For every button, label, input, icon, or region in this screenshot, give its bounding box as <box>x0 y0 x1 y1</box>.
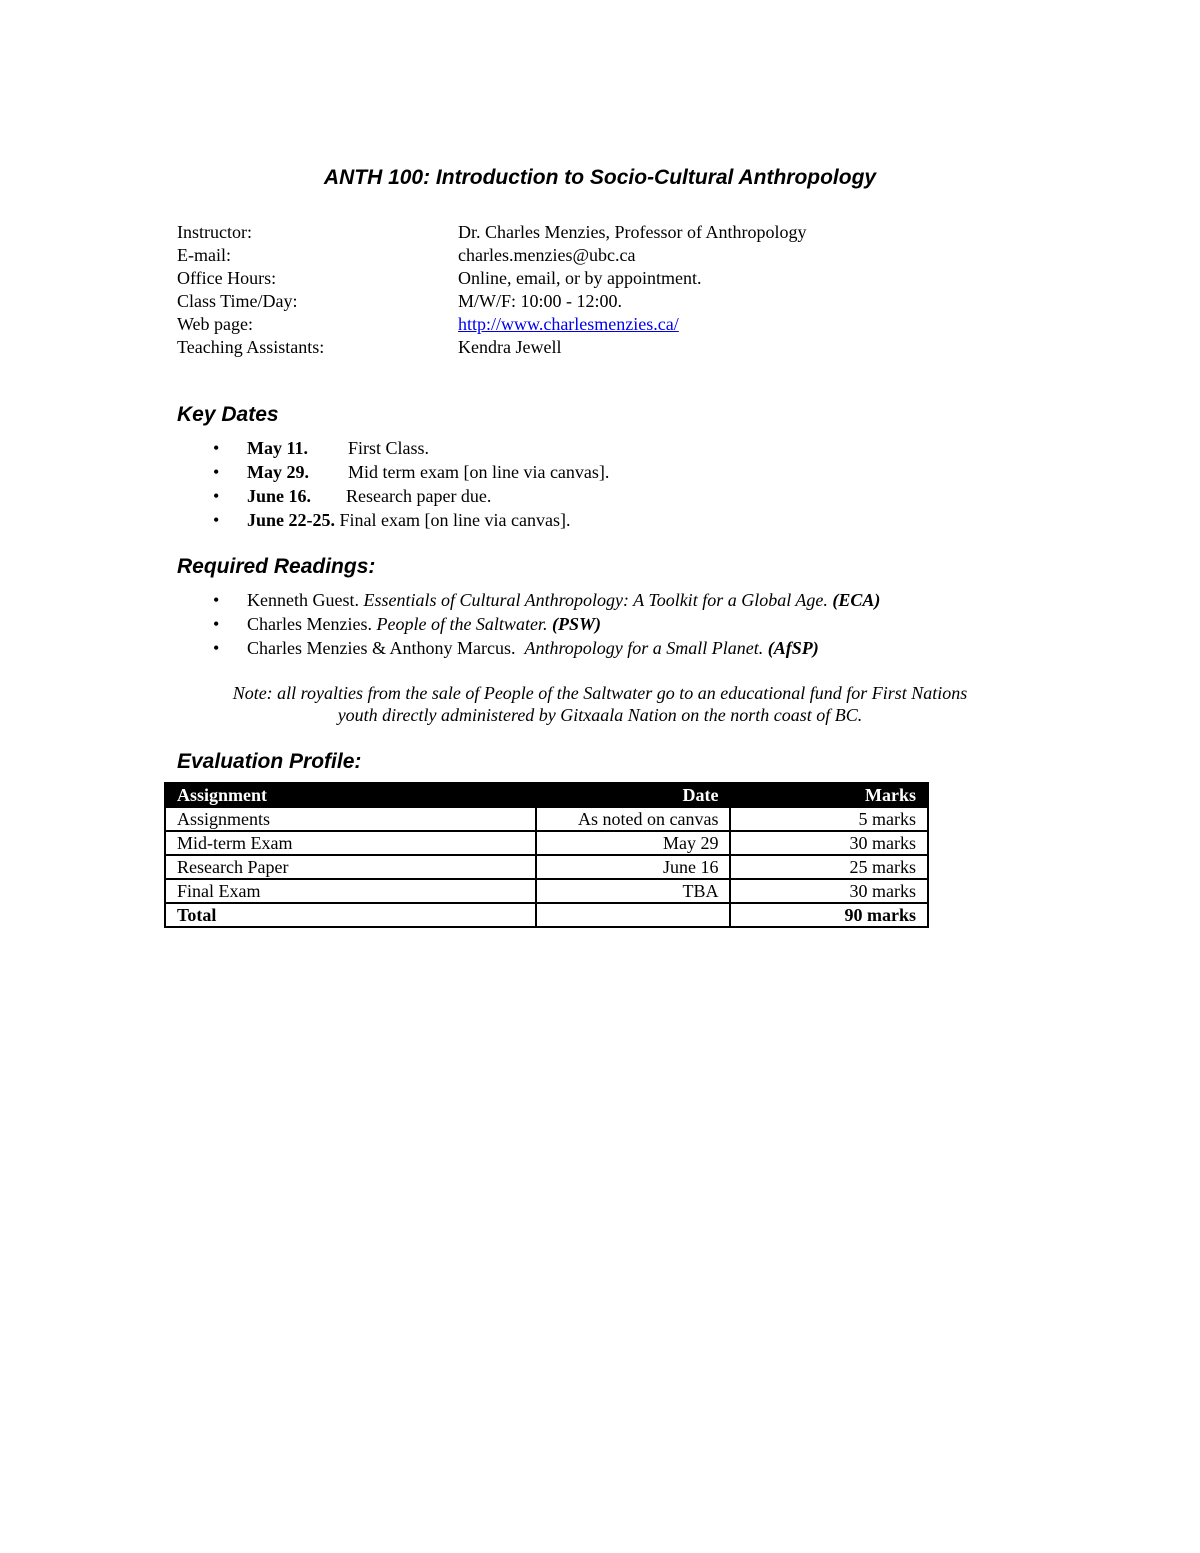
key-date-text: Mid term exam [on line via canvas]. <box>348 462 610 482</box>
list-item <box>213 460 609 484</box>
key-date: June 22-25. <box>247 510 336 530</box>
info-value: Kendra Jewell <box>458 337 562 357</box>
info-label: Instructor: <box>177 222 252 242</box>
reading-abbr: (PSW) <box>551 614 601 634</box>
total-row <box>165 903 928 927</box>
list-item <box>213 436 609 460</box>
info-value: Dr. Charles Menzies, Professor of Anthropology <box>458 222 807 242</box>
list-item <box>213 508 609 532</box>
course-info <box>177 221 806 359</box>
info-row-email <box>177 244 806 267</box>
info-label: Teaching Assistants: <box>177 337 325 357</box>
table-cell: May 29 <box>536 831 731 855</box>
key-dates-heading: Key Dates <box>177 403 279 426</box>
email-value: charles.menzies@ubc.ca <box>458 245 636 265</box>
key-date: May 29. <box>247 462 309 482</box>
info-label: Class Time/Day: <box>177 291 298 311</box>
table-cell: 5 marks <box>730 807 928 831</box>
bullet-icon: • <box>213 462 220 482</box>
key-date-text: Final exam [on line via canvas]. <box>339 510 571 530</box>
bullet-icon: • <box>213 590 220 610</box>
table-cell: 30 marks <box>730 831 928 855</box>
page-title: ANTH 100: Introduction to Socio-Cultural Anthropology <box>323 166 877 189</box>
info-row-web-page <box>177 313 806 336</box>
table-header-row <box>165 783 928 807</box>
info-row-office-hours <box>177 267 806 290</box>
reading-author: Charles Menzies & Anthony Marcus. <box>247 638 525 658</box>
table-cell: As noted on canvas <box>536 807 731 831</box>
table-cell: 25 marks <box>730 855 928 879</box>
table-cell <box>536 903 731 927</box>
key-date-text: Research paper due. <box>346 486 492 506</box>
bullet-icon: • <box>213 486 220 506</box>
required-readings-heading: Required Readings: <box>177 555 376 578</box>
info-row-class-time <box>177 290 806 313</box>
info-row-teaching-assistants <box>177 336 806 359</box>
reading-author: Charles Menzies. <box>247 614 377 634</box>
table-cell: Research Paper <box>165 855 536 879</box>
info-row-instructor <box>177 221 806 244</box>
evaluation-heading: Evaluation Profile: <box>177 750 362 773</box>
list-item <box>213 588 880 612</box>
table-cell: Mid-term Exam <box>165 831 536 855</box>
table-cell: Assignments <box>165 807 536 831</box>
note-line: Note: all royalties from the sale of People of the Saltwater go to an educational fund for First Nations <box>232 683 968 703</box>
royalties-note <box>0 682 1200 726</box>
key-date: June 16. <box>247 486 312 506</box>
key-date: May 11. <box>247 438 308 458</box>
bullet-icon: • <box>213 438 220 458</box>
reading-title: Essentials of Cultural Anthropology: A Toolkit for a Global Age. <box>363 590 828 610</box>
key-dates-list <box>213 436 609 532</box>
reading-title: Anthropology for a Small Planet. <box>524 638 764 658</box>
bullet-icon: • <box>213 614 220 634</box>
bullet-icon: • <box>213 510 220 530</box>
list-item <box>213 612 880 636</box>
evaluation-table <box>164 782 929 928</box>
total-label: Total <box>165 903 536 927</box>
list-item <box>213 636 880 660</box>
key-date-text: First Class. <box>348 438 430 458</box>
info-label: Web page: <box>177 314 254 334</box>
info-value: Online, email, or by appointment. <box>458 268 702 288</box>
info-label: E-mail: <box>177 245 231 265</box>
table-row <box>165 879 928 903</box>
info-value: M/W/F: 10:00 - 12:00. <box>458 291 623 311</box>
reading-abbr: (ECA) <box>832 590 881 610</box>
reading-title: People of the Saltwater. <box>376 614 548 634</box>
web-page-link[interactable]: http://www.charlesmenzies.ca/ <box>458 314 679 334</box>
column-header: Marks <box>730 783 928 807</box>
reading-author: Kenneth Guest. <box>247 590 364 610</box>
info-label: Office Hours: <box>177 268 277 288</box>
table-row <box>165 807 928 831</box>
bullet-icon: • <box>213 638 220 658</box>
table-row <box>165 831 928 855</box>
list-item <box>213 484 609 508</box>
note-line: youth directly administered by Gitxaala Nation on the north coast of BC. <box>337 705 863 725</box>
column-header: Date <box>536 783 731 807</box>
column-header: Assignment <box>165 783 536 807</box>
total-marks: 90 marks <box>730 903 928 927</box>
table-cell: TBA <box>536 879 731 903</box>
readings-list <box>213 588 880 660</box>
table-cell: June 16 <box>536 855 731 879</box>
table-cell: Final Exam <box>165 879 536 903</box>
reading-abbr: (AfSP) <box>767 638 819 658</box>
table-row <box>165 855 928 879</box>
table-cell: 30 marks <box>730 879 928 903</box>
